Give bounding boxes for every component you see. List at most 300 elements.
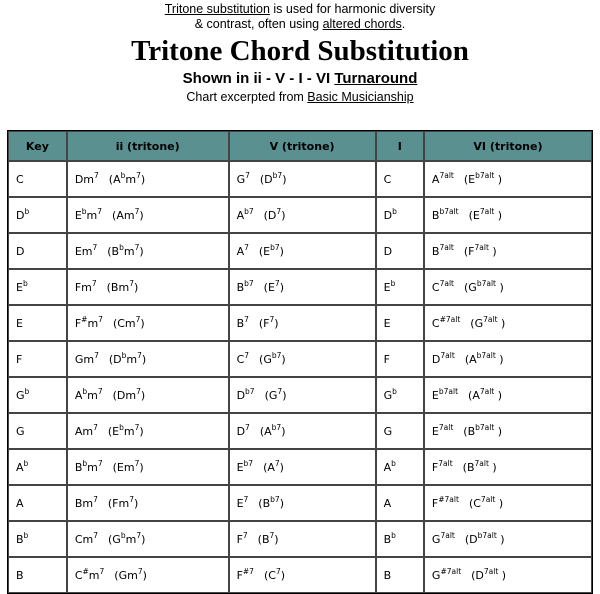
chord	[264, 386, 287, 402]
chord	[263, 566, 286, 582]
chord	[383, 278, 396, 294]
chord	[383, 206, 397, 222]
chord-extension: b	[390, 278, 396, 288]
chord-close: )	[142, 568, 147, 582]
chord	[471, 566, 507, 582]
chord-root: (E	[263, 280, 275, 294]
chord-root: (F	[463, 244, 475, 258]
table-row	[8, 413, 592, 449]
chord-root: (Am	[112, 208, 135, 222]
chord	[112, 458, 144, 474]
ii-cell	[67, 557, 229, 593]
chord	[431, 566, 462, 582]
chord	[464, 530, 505, 546]
chord-close: )	[140, 388, 146, 402]
chord-extension: b7alt	[438, 386, 459, 396]
chord-root: E	[383, 316, 391, 330]
chord	[16, 173, 24, 186]
intro-text	[0, 2, 600, 32]
chord	[464, 350, 504, 366]
key-cell	[8, 521, 67, 557]
i-cell	[376, 197, 424, 233]
chord	[236, 494, 249, 510]
vi-cell	[424, 305, 592, 341]
chord	[236, 206, 254, 222]
chord-root: (E	[107, 424, 120, 438]
chord	[112, 386, 146, 402]
key-cell	[8, 377, 67, 413]
chord-accidental: b	[121, 350, 127, 360]
chord-close: )	[139, 244, 144, 258]
chord-close: )	[494, 388, 503, 402]
v-cell	[229, 269, 376, 305]
chord-root: B	[16, 568, 24, 582]
v-cell	[229, 161, 376, 197]
chord-extension: #7alt	[439, 314, 461, 324]
table-row	[8, 341, 592, 377]
chord-root: A	[74, 388, 83, 402]
ii-cell	[67, 341, 229, 377]
table-row	[8, 449, 592, 485]
chord	[236, 314, 249, 330]
chord	[74, 278, 97, 294]
i-cell	[376, 485, 424, 521]
chord-extension: 7	[276, 206, 282, 216]
chord-root: (B	[258, 496, 271, 510]
chord-close: )	[281, 352, 286, 366]
chord-root: (C	[468, 496, 481, 510]
i-cell	[376, 341, 424, 377]
key-cell	[8, 269, 67, 305]
chord	[463, 242, 497, 258]
chord	[74, 170, 99, 186]
vi-cell	[424, 233, 592, 269]
chord-root: E	[74, 208, 82, 222]
chord	[108, 350, 147, 366]
chord-quality: m	[87, 460, 98, 474]
ii-cell	[67, 377, 229, 413]
chord-close: )	[495, 496, 504, 510]
v-cell	[229, 413, 376, 449]
chord-quality: m	[123, 244, 135, 258]
chord-extension: b7alt	[475, 422, 495, 432]
chord-root: G	[383, 388, 393, 402]
chord-root: (D	[471, 568, 484, 582]
basic-musicianship-link[interactable]: Basic Musicianship	[307, 90, 414, 104]
i-cell	[376, 233, 424, 269]
chord	[16, 458, 29, 474]
chord-extension: b	[24, 206, 30, 216]
turnaround-link[interactable]: Turnaround	[334, 70, 418, 87]
chord-root: (Gm	[114, 568, 138, 582]
chord-quality: m	[86, 208, 98, 222]
vi-cell	[424, 269, 592, 305]
chord-extension: 7	[92, 242, 98, 252]
chord	[236, 386, 255, 402]
chord-root: D	[236, 424, 246, 438]
chord-extension: 7	[134, 242, 140, 252]
chord	[74, 242, 98, 258]
chord-extension: #7	[242, 566, 254, 576]
i-cell	[376, 305, 424, 341]
v-cell	[229, 233, 376, 269]
chord-root: Bm	[74, 496, 94, 510]
ii-cell	[67, 269, 229, 305]
chord-root: E	[16, 280, 23, 294]
chord	[236, 458, 254, 474]
chord	[383, 458, 396, 474]
chord	[431, 458, 453, 474]
page-title: Tritone Chord Substitution	[131, 35, 469, 67]
chord-root: A	[236, 244, 245, 258]
chord-close: )	[488, 244, 497, 258]
v-cell	[229, 521, 376, 557]
chord-root: D	[16, 244, 25, 258]
chord	[431, 170, 454, 186]
chord-close: )	[496, 532, 505, 546]
chord	[462, 458, 497, 474]
chord-root: F	[383, 352, 390, 366]
chord	[431, 350, 455, 366]
chord-root: (G	[264, 388, 278, 402]
chord-extension: b	[391, 458, 396, 468]
chord-root: C	[74, 568, 83, 582]
chord-close: )	[139, 424, 144, 438]
chord-extension: 7	[244, 350, 250, 360]
i-cell	[376, 449, 424, 485]
header-key: Key	[8, 131, 67, 161]
chord-root: A	[16, 460, 24, 474]
chord	[431, 314, 461, 330]
source-line	[0, 89, 600, 105]
chord-extension: 7	[93, 494, 98, 504]
chord-extension: 7	[269, 314, 275, 324]
chord	[431, 494, 459, 510]
chord	[263, 278, 284, 294]
v-cell	[229, 449, 376, 485]
chord	[259, 350, 286, 366]
chord	[74, 494, 98, 510]
chord-root: (A	[468, 388, 480, 402]
chord-root: (D	[108, 352, 122, 366]
chord-extension: 7alt	[474, 458, 489, 468]
altered-chords-link[interactable]: altered chords	[322, 17, 402, 31]
chord	[257, 530, 279, 546]
table-row	[8, 233, 592, 269]
chord-accidental: b	[119, 422, 124, 432]
i-cell	[376, 413, 424, 449]
chord	[384, 425, 393, 438]
chord	[108, 170, 146, 186]
chord-extension: 7	[136, 386, 141, 396]
vi-cell	[424, 449, 592, 485]
chord-extension: b7	[270, 242, 280, 252]
chord-extension: b7	[244, 278, 254, 288]
chord-accidental: #	[82, 566, 89, 576]
chord-extension: 7	[129, 278, 134, 288]
chord	[258, 494, 284, 510]
chord-root: D	[383, 244, 393, 258]
chord-root: (Dm	[112, 388, 137, 402]
chord-accidental: b	[82, 386, 88, 396]
key-cell	[8, 341, 67, 377]
chord-root: (A	[464, 352, 477, 366]
chord-root: D	[16, 208, 25, 222]
ii-cell	[67, 449, 229, 485]
chord-extension: 7	[97, 206, 103, 216]
vi-cell	[424, 197, 592, 233]
header-v: V (tritone)	[229, 131, 376, 161]
intro-line2-post: .	[401, 17, 406, 31]
header-i: I	[376, 131, 424, 161]
chord-root: (Fm	[107, 496, 130, 510]
chord-extension: 7	[244, 242, 249, 252]
chord	[464, 278, 504, 294]
chord-extension: b7	[243, 458, 254, 468]
chord-root: G	[16, 424, 25, 438]
v-cell	[229, 377, 376, 413]
source-prefix: Chart excerpted from	[186, 90, 308, 104]
chord-root: A	[16, 496, 24, 510]
chord-root: C	[236, 352, 245, 366]
chord	[431, 530, 455, 546]
chord-root: (Em	[112, 460, 135, 474]
chord-root: G	[431, 568, 441, 582]
chord-extension: 7alt	[483, 566, 499, 576]
chord	[74, 458, 103, 474]
chord-extension: 7	[99, 566, 105, 576]
chord-root: G	[383, 424, 393, 438]
table-row	[8, 305, 592, 341]
key-cell	[8, 305, 67, 341]
chord-close: )	[141, 532, 146, 546]
chord-extension: b7	[245, 386, 255, 396]
chord-extension: 7alt	[439, 278, 455, 288]
chord-extension: b7	[271, 350, 282, 360]
chord	[16, 245, 24, 258]
vi-cell	[424, 341, 592, 377]
chord-root: Em	[74, 244, 93, 258]
table-row	[8, 197, 592, 233]
chord-root: B	[383, 532, 392, 546]
chord	[16, 530, 29, 546]
chord-extension: b	[392, 206, 397, 216]
chord-root: (G	[464, 280, 477, 294]
chord-accidental: #	[81, 314, 88, 324]
intro-line2-pre: & contrast, often using	[194, 17, 323, 31]
ii-cell	[67, 197, 229, 233]
chord-extension: b7alt	[477, 530, 497, 540]
chord-extension: 7alt	[439, 242, 454, 252]
chord	[112, 314, 145, 330]
chord	[236, 566, 254, 582]
chord-close: )	[133, 280, 139, 294]
chord-root: (Bm	[106, 280, 130, 294]
chord-extension: b7alt	[476, 278, 496, 288]
chord-root: G	[16, 388, 25, 402]
table-row	[8, 161, 592, 197]
chord-extension: 7	[245, 422, 250, 432]
v-cell	[229, 197, 376, 233]
chord-root: (D	[259, 172, 273, 186]
chord-extension: 7	[275, 566, 281, 576]
chord-root: (B	[257, 532, 270, 546]
chord-extension: b	[24, 386, 30, 396]
intro-line1-rest: is used for harmonic diversity	[269, 2, 436, 16]
chord-close: )	[279, 496, 284, 510]
vi-cell	[424, 377, 592, 413]
chord	[383, 386, 397, 402]
key-cell	[8, 449, 67, 485]
table-row	[8, 485, 592, 521]
table-row	[8, 557, 592, 593]
chord	[16, 317, 23, 330]
chord-close: )	[141, 352, 147, 366]
vi-cell	[424, 521, 592, 557]
chord	[114, 566, 147, 582]
chord-quality: m	[87, 388, 98, 402]
chord-extension: #7alt	[440, 566, 462, 576]
chord-root: B	[431, 244, 440, 258]
chord-extension: 7	[269, 530, 275, 540]
chord-root: (D	[263, 208, 277, 222]
chord	[384, 569, 392, 582]
chord-close: )	[281, 424, 286, 438]
tritone-substitution-link[interactable]: Tritone substitution	[164, 2, 270, 16]
chord-extension: 7	[137, 566, 143, 576]
chord	[74, 530, 98, 546]
chord	[108, 530, 146, 546]
chord-extension: 7	[94, 170, 99, 180]
chord-root: E	[236, 460, 244, 474]
v-cell	[229, 485, 376, 521]
chord-root: Gm	[74, 352, 95, 366]
chord-quality: m	[126, 352, 138, 366]
chord	[463, 422, 503, 438]
chord-extension: b7	[244, 206, 254, 216]
chord-extension: 7alt	[440, 530, 455, 540]
chord-accidental: b	[120, 530, 126, 540]
header-ii: ii (tritone)	[67, 131, 229, 161]
chord	[107, 494, 139, 510]
chord-close: )	[140, 316, 145, 330]
chord	[107, 242, 144, 258]
chord-extension: 7	[274, 458, 280, 468]
chord-extension: 7	[244, 314, 249, 324]
chord-extension: b7	[270, 494, 280, 504]
table-row	[8, 377, 592, 413]
chord	[263, 206, 286, 222]
ii-cell	[67, 485, 229, 521]
chord-root: Am	[74, 424, 94, 438]
chord-extension: 7alt	[483, 314, 498, 324]
chord-extension: 7	[243, 494, 249, 504]
i-cell	[376, 377, 424, 413]
chord-close: )	[488, 460, 497, 474]
chord-root: G	[236, 172, 246, 186]
chord-close: )	[282, 388, 287, 402]
chord	[16, 425, 25, 438]
chord	[431, 386, 459, 402]
chord-quality: m	[88, 568, 100, 582]
chord	[74, 314, 103, 330]
chord	[236, 278, 254, 294]
i-cell	[376, 269, 424, 305]
chord-extension: 7	[93, 422, 98, 432]
chord	[431, 278, 455, 294]
chord	[263, 458, 284, 474]
chord-extension: 7alt	[479, 386, 495, 396]
chord-accidental: b	[119, 242, 124, 252]
chord-quality: m	[125, 172, 137, 186]
chord-root: B	[236, 280, 245, 294]
chord-root: (C	[263, 568, 276, 582]
chord-root: F	[431, 460, 439, 474]
chord-close: )	[494, 424, 503, 438]
chord-root: (F	[258, 316, 270, 330]
chord	[468, 386, 503, 402]
chord-root: D	[431, 352, 441, 366]
chord-extension: b7alt	[476, 350, 496, 360]
key-cell	[8, 485, 67, 521]
v-cell	[229, 305, 376, 341]
chord	[383, 530, 396, 546]
chord-extension: 7	[91, 278, 97, 288]
chord-root: (A	[259, 424, 272, 438]
chord	[16, 386, 30, 402]
chord-root: E	[431, 388, 439, 402]
chord-close: )	[279, 460, 284, 474]
chord	[236, 242, 249, 258]
v-cell	[229, 557, 376, 593]
chord-root: E	[16, 316, 23, 330]
chord-extension: 7	[242, 530, 248, 540]
chord-extension: 7alt	[439, 170, 454, 180]
chord	[107, 422, 144, 438]
chord	[384, 317, 391, 330]
chord-root: E	[431, 424, 439, 438]
vi-cell	[424, 557, 592, 593]
i-cell	[376, 557, 424, 593]
chord-root: A	[383, 496, 392, 510]
tritone-table	[7, 130, 593, 594]
chord	[463, 170, 503, 186]
chord-extension: 7	[134, 458, 140, 468]
chord	[74, 566, 105, 582]
chord-extension: 7alt	[440, 350, 455, 360]
chord-extension: b	[23, 458, 29, 468]
chord-quality: m	[123, 424, 135, 438]
key-cell	[8, 197, 67, 233]
chord-extension: 7	[129, 494, 134, 504]
chord-accidental: b	[82, 458, 88, 468]
chord	[468, 494, 504, 510]
ii-cell	[67, 161, 229, 197]
chord-close: )	[280, 568, 286, 582]
header-vi: VI (tritone)	[424, 131, 592, 161]
chord-root: F	[236, 532, 243, 546]
chord	[468, 206, 503, 222]
key-cell	[8, 233, 67, 269]
chord-extension: 7alt	[474, 242, 489, 252]
chord	[431, 206, 459, 222]
chord-extension: b	[22, 278, 28, 288]
chord-root: (B	[107, 244, 120, 258]
chord-close: )	[495, 352, 504, 366]
chord	[106, 278, 139, 294]
chord-close: )	[133, 496, 139, 510]
chord	[258, 242, 284, 258]
